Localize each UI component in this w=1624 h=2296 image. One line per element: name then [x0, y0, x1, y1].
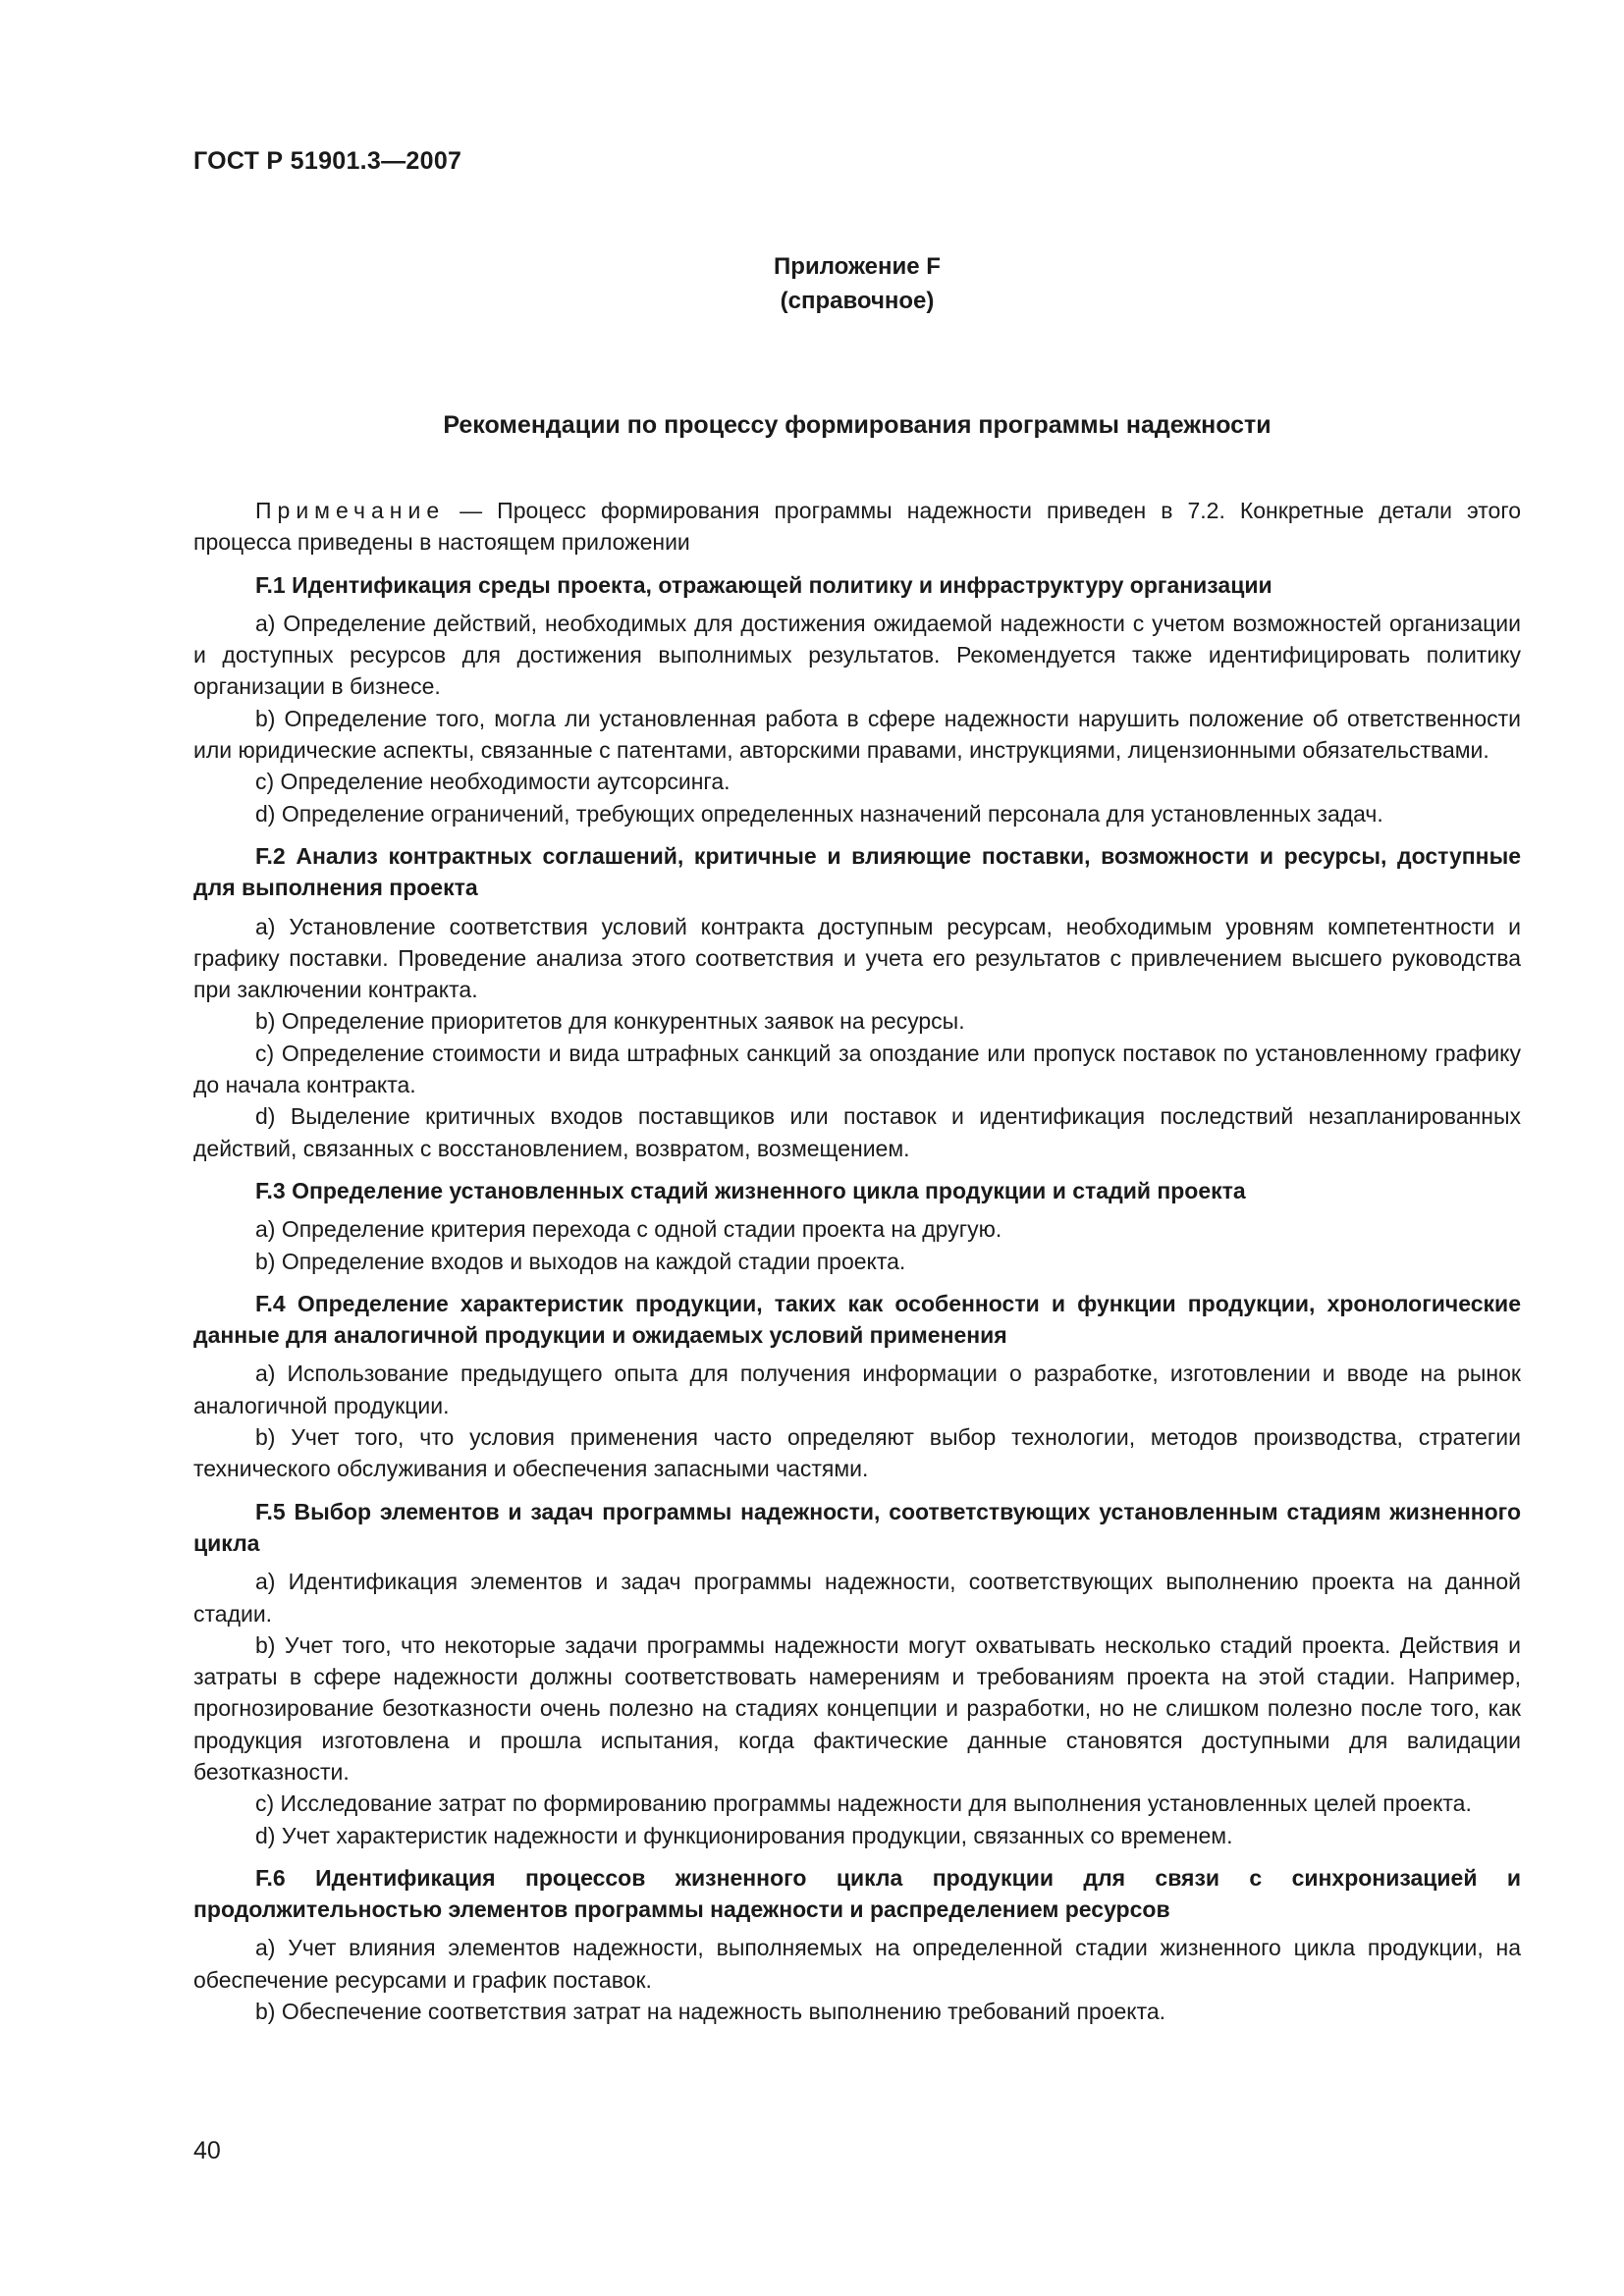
- list-item: c) Определение необходимости аутсорсинга.: [255, 769, 731, 795]
- list-item: d) Учет характеристик надежности и функционирования продукции, связанных со временем.: [255, 1822, 1233, 1848]
- list-item: c) Определение стоимости и вида штрафных санкций за опоздание или пропуск поставок по установленному графику до начала контракта.: [193, 1040, 1521, 1098]
- list-item: b) Определение того, могла ли установленная работа в сфере надежности нарушить положение об ответственности или юридические аспекты, связанные с патентами, авторскими правами, инструкциями, лицензионными обязательствами.: [193, 705, 1521, 764]
- document-id: ГОСТ Р 51901.3—2007: [193, 147, 462, 175]
- list-item: a) Учет влияния элементов надежности, выполняемых на определенной стадии жизненного цикла продукции, на обеспечение ресурсами и график поставок.: [193, 1935, 1521, 1993]
- section-heading-f6: F.6 Идентификация процессов жизненного цикла продукции для связи с синхронизацией и продолжительностью элементов программы надежности и распределением ресурсов: [193, 1864, 1521, 1923]
- section-heading-f5: F.5 Выбор элементов и задач программы надежности, соответствующих установленным стадиям жизненного цикла: [193, 1498, 1521, 1556]
- section-heading-f1: F.1 Идентификация среды проекта, отражающей политику и инфраструктуру организации: [255, 571, 1272, 598]
- list-item: b) Обеспечение соответствия затрат на надежность выполнению требований проекта.: [255, 1999, 1166, 2025]
- appendix-heading: [193, 249, 1521, 318]
- list-item: a) Определение действий, необходимых для достижения ожидаемой надежности с учетом возможностей организации и доступных ресурсов для достижения выполнимых результатов. Рекомендуется также идентифицировать политику организации в бизнесе.: [193, 610, 1521, 700]
- appendix-label: Приложение F: [774, 253, 941, 280]
- note-paragraph: [193, 495, 1521, 559]
- note-label: Примечание: [255, 498, 446, 523]
- list-item: d) Определение ограничений, требующих определенных назначений персонала для установленных задач.: [255, 800, 1383, 827]
- page-title: Рекомендации по процессу формирования программы надежности: [443, 411, 1272, 439]
- document-body: [193, 495, 1521, 2027]
- note-text: — Процесс формирования программы надежности приведен в 7.2. Конкретные детали этого процесса приведены в настоящем приложении: [193, 498, 1521, 556]
- section-heading-f2: F.2 Анализ контрактных соглашений, критичные и влияющие поставки, возможности и ресурсы, доступные для выполнения проекта: [193, 842, 1521, 901]
- list-item: d) Выделение критичных входов поставщиков или поставок и идентификация последствий незапланированных действий, связанных с восстановлением, возвратом, возмещением.: [193, 1103, 1521, 1161]
- list-item: a) Установление соответствия условий контракта доступным ресурсам, необходимым уровням компетентности и графику поставки. Проведение анализа этого соответствия и учета его результатов с привлечением высшего руководства при заключении контракта.: [193, 913, 1521, 1003]
- list-item: a) Использование предыдущего опыта для получения информации о разработке, изготовлении и вводе на рынок аналогичной продукции.: [193, 1361, 1521, 1418]
- section-heading-f3: F.3 Определение установленных стадий жизненного цикла продукции и стадий проекта: [255, 1177, 1246, 1203]
- list-item: a) Определение критерия перехода с одной стадии проекта на другую.: [255, 1216, 1002, 1243]
- section-heading-f4: F.4 Определение характеристик продукции, таких как особенности и функции продукции, хронологические данные для аналогичной продукции и ожидаемых условий применения: [193, 1290, 1521, 1349]
- appendix-type: (справочное): [780, 288, 935, 314]
- page-number: 40: [193, 2137, 221, 2164]
- list-item: c) Исследование затрат по формированию программы надежности для выполнения установленных целей проекта.: [255, 1790, 1472, 1817]
- list-item: b) Определение приоритетов для конкурентных заявок на ресурсы.: [255, 1008, 965, 1035]
- document-page: [193, 147, 1521, 2027]
- list-item: a) Идентификация элементов и задач программы надежности, соответствующих выполнению проекта на данной стадии.: [193, 1569, 1521, 1627]
- list-item: b) Определение входов и выходов на каждой стадии проекта.: [255, 1248, 906, 1274]
- list-item: b) Учет того, что некоторые задачи программы надежности могут охватывать несколько стадий проекта. Действия и затраты в сфере надежности должны соответствовать намерениям и требованиям проекта на этой стадии. Например, прогнозирование безотказности очень полезно на стадиях концепции и разработки, но не слишком полезно после того, как продукция изготовлена и прошла испытания, когда фактические данные становятся доступными для валидации безотказности.: [193, 1631, 1521, 1785]
- list-item: b) Учет того, что условия применения часто определяют выбор технологии, методов производства, стратегии технического обслуживания и обеспечения запасными частями.: [193, 1424, 1521, 1482]
